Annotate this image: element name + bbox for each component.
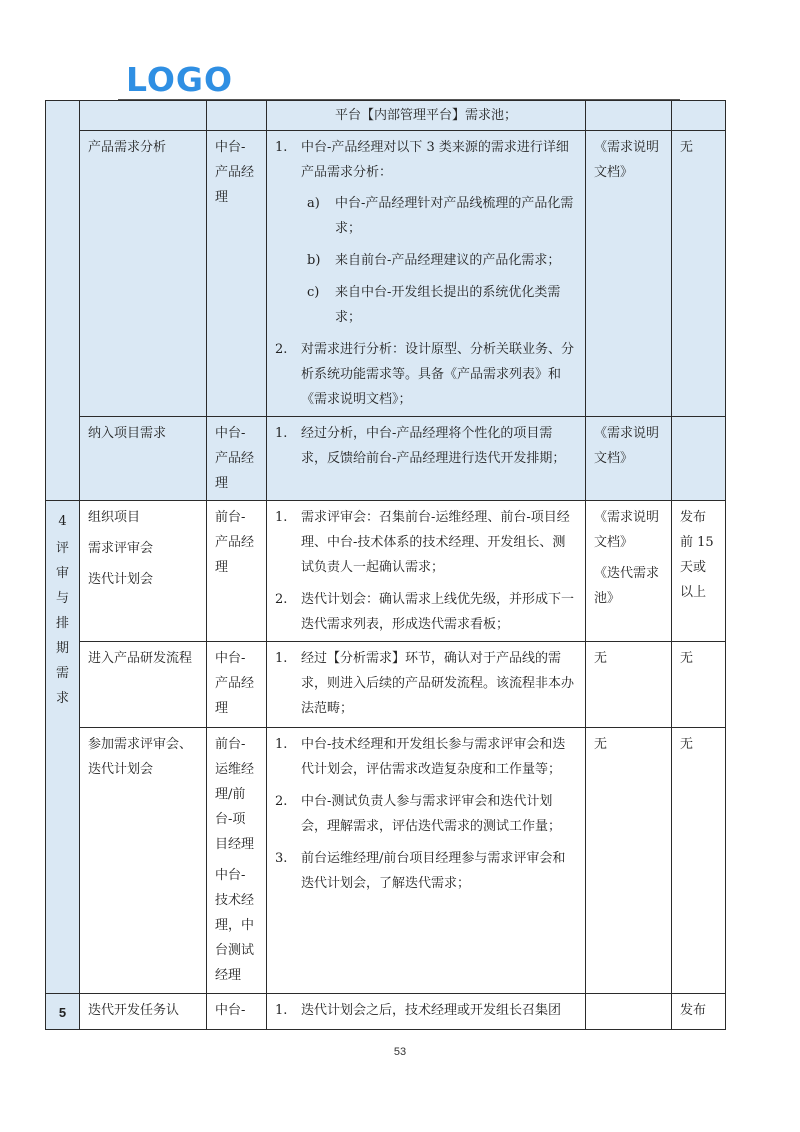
steps-list bbox=[275, 505, 577, 637]
output-text: 无 bbox=[594, 651, 608, 666]
stage-title bbox=[56, 536, 70, 711]
role-cell bbox=[207, 501, 267, 642]
step-text: 中台-测试负责人参与需求评审会和迭代计划会，理解需求，评估迭代需求的测试工作量； bbox=[301, 794, 562, 834]
role-text: 运维经 bbox=[215, 762, 255, 777]
activity-text: 产品需求分析 bbox=[88, 140, 167, 155]
role-text: 中台- bbox=[215, 1003, 246, 1018]
role-text: 理，中 bbox=[215, 918, 255, 933]
table-row bbox=[46, 994, 726, 1030]
role-cell bbox=[207, 728, 267, 994]
activity-text: 纳入项目需求 bbox=[88, 426, 167, 441]
table-row bbox=[46, 101, 726, 131]
sub-text: 来自前台-产品经理建议的产品化需求； bbox=[335, 253, 561, 268]
step-text: 中台-技术经理和开发组长参与需求评审会和迭代计划会，评估需求改造复杂度和工作量等； bbox=[301, 737, 566, 777]
stage-number: 4 bbox=[58, 514, 67, 529]
content-cell bbox=[267, 501, 586, 642]
content-cell bbox=[267, 417, 586, 501]
stage-char: 求 bbox=[55, 691, 69, 706]
time-text: 无 bbox=[680, 651, 694, 666]
list-marker: a) bbox=[307, 196, 320, 211]
activity-cell bbox=[80, 131, 207, 417]
logo: LOGO bbox=[126, 60, 234, 99]
list-item bbox=[301, 135, 577, 330]
activity-text: 参加需求评审会、迭代计划会 bbox=[88, 737, 193, 777]
step-text: 经过分析，中台-产品经理将个性化的项目需求，反馈给前台-产品经理进行迭代开发排期； bbox=[301, 426, 566, 466]
output-cell bbox=[586, 131, 672, 417]
role-text: 产品经 bbox=[215, 451, 255, 466]
role-text: 目经理 bbox=[215, 837, 255, 852]
role-cell bbox=[207, 131, 267, 417]
role-text: 台-项 bbox=[215, 812, 246, 827]
activity-cell bbox=[80, 501, 207, 642]
role-text: 前台- bbox=[215, 510, 246, 525]
table-row bbox=[46, 642, 726, 728]
sub-text: 来自中台-开发组长提出的系统优化类需求； bbox=[335, 285, 561, 325]
time-text: 发布 bbox=[680, 1003, 707, 1018]
list-marker: c) bbox=[307, 285, 320, 300]
output-cell bbox=[586, 728, 672, 994]
table-row bbox=[46, 501, 726, 642]
stage-char: 排 bbox=[55, 616, 69, 631]
list-item bbox=[301, 337, 577, 412]
output-cell bbox=[586, 501, 672, 642]
list-item bbox=[301, 846, 577, 896]
output-text: 《需求说明文档》 bbox=[594, 426, 660, 466]
step-text: 经过【分析需求】环节，确认对于产品线的需求，则进入后续的产品研发流程。该流程非本办法范畴； bbox=[301, 651, 575, 716]
role-text: 理 bbox=[215, 476, 229, 491]
stage-cell bbox=[46, 994, 80, 1030]
role-cell bbox=[207, 101, 267, 131]
steps-list bbox=[275, 646, 577, 721]
list-item bbox=[307, 280, 577, 330]
output-text: 无 bbox=[594, 737, 608, 752]
role-text: 理 bbox=[215, 701, 229, 716]
content-cell bbox=[267, 642, 586, 728]
stage-char: 评 bbox=[55, 541, 69, 556]
table-row bbox=[46, 728, 726, 994]
content-text: 平台【内部管理平台】需求池； bbox=[334, 108, 517, 123]
output-cell bbox=[586, 642, 672, 728]
activity-cell bbox=[80, 994, 207, 1030]
role-cell bbox=[207, 994, 267, 1030]
list-item bbox=[301, 421, 577, 471]
role-text: 中台- bbox=[215, 426, 246, 441]
role-text: 中台- bbox=[215, 868, 246, 883]
output-cell bbox=[586, 101, 672, 131]
output-cell bbox=[586, 994, 672, 1030]
content-cell bbox=[267, 101, 586, 131]
activity-text: 需求评审会 bbox=[88, 541, 154, 556]
steps-list bbox=[275, 135, 577, 412]
stage-char: 期 bbox=[55, 641, 69, 656]
step-text: 迭代计划会：确认需求上线优先级，并形成下一迭代需求列表，形成迭代需求看板； bbox=[301, 592, 575, 632]
role-text: 产品经 bbox=[215, 676, 255, 691]
time-text: 天或 bbox=[680, 560, 707, 575]
time-text: 无 bbox=[680, 737, 694, 752]
table-row bbox=[46, 131, 726, 417]
role-text: 中台- bbox=[215, 651, 246, 666]
steps-list bbox=[275, 998, 577, 1023]
output-text: 《需求说明文档》 bbox=[594, 140, 660, 180]
time-cell bbox=[672, 101, 726, 131]
list-item bbox=[301, 505, 577, 580]
role-cell bbox=[207, 642, 267, 728]
role-text: 理 bbox=[215, 560, 229, 575]
sub-text: 中台-产品经理针对产品线梳理的产品化需求； bbox=[335, 196, 574, 236]
time-text: 发布 bbox=[680, 510, 707, 525]
role-text: 经理 bbox=[215, 968, 242, 983]
stage-cell bbox=[46, 501, 80, 994]
list-item bbox=[301, 646, 577, 721]
list-item bbox=[301, 587, 577, 637]
activity-cell bbox=[80, 101, 207, 131]
time-cell bbox=[672, 642, 726, 728]
stage-number: 5 bbox=[58, 1005, 67, 1020]
list-item bbox=[301, 789, 577, 839]
time-cell bbox=[672, 417, 726, 501]
role-text: 理 bbox=[215, 190, 229, 205]
step-text: 中台-产品经理对以下 3 类来源的需求进行详细产品需求分析： bbox=[301, 140, 569, 180]
step-text: 迭代计划会之后，技术经理或开发组长召集团 bbox=[301, 1003, 562, 1018]
output-text: 《迭代需求池》 bbox=[594, 566, 660, 606]
activity-text: 迭代开发任务认 bbox=[88, 1003, 180, 1018]
list-item bbox=[301, 998, 577, 1023]
time-cell bbox=[672, 994, 726, 1030]
step-text: 需求评审会：召集前台-运维经理、前台-项目经理、中台-技术体系的技术经理、开发组长、测试负责人一起确认需求； bbox=[301, 510, 570, 575]
role-text: 中台- bbox=[215, 140, 246, 155]
role-text: 技术经 bbox=[215, 893, 255, 908]
activity-text: 进入产品研发流程 bbox=[88, 651, 193, 666]
time-text: 无 bbox=[680, 140, 694, 155]
role-text: 产品经 bbox=[215, 165, 255, 180]
content-cell bbox=[267, 728, 586, 994]
table-row bbox=[46, 417, 726, 501]
step-text: 对需求进行分析：设计原型、分析关联业务、分析系统功能需求等。具备《产品需求列表》和《需求说明文档》； bbox=[301, 342, 575, 407]
role-text: 前台- bbox=[215, 737, 246, 752]
time-text: 前 15 bbox=[680, 535, 714, 550]
stage-char: 审 bbox=[55, 566, 69, 581]
activity-text: 迭代计划会 bbox=[88, 572, 154, 587]
role-text: 理/前 bbox=[215, 787, 246, 802]
stage-cell bbox=[46, 101, 80, 501]
activity-cell bbox=[80, 728, 207, 994]
time-cell bbox=[672, 131, 726, 417]
output-cell bbox=[586, 417, 672, 501]
process-table bbox=[45, 100, 726, 1030]
activity-cell bbox=[80, 417, 207, 501]
role-text: 台测试 bbox=[215, 943, 255, 958]
output-text: 《需求说明文档》 bbox=[594, 510, 660, 550]
step-text: 前台运维经理/前台项目经理参与需求评审会和迭代计划会，了解迭代需求； bbox=[301, 851, 566, 891]
list-item bbox=[307, 191, 577, 241]
role-text: 产品经 bbox=[215, 535, 255, 550]
content-cell bbox=[267, 994, 586, 1030]
time-cell bbox=[672, 728, 726, 994]
list-item bbox=[301, 732, 577, 782]
sub-list bbox=[301, 191, 577, 330]
activity-text: 组织项目 bbox=[88, 510, 141, 525]
time-text: 以上 bbox=[680, 585, 707, 600]
page-number: 53 bbox=[393, 1046, 407, 1058]
time-cell bbox=[672, 501, 726, 642]
stage-char: 与 bbox=[55, 591, 69, 606]
steps-list bbox=[275, 421, 577, 471]
content-cell bbox=[267, 131, 586, 417]
list-item bbox=[307, 248, 577, 273]
activity-cell bbox=[80, 642, 207, 728]
list-marker: b) bbox=[307, 253, 321, 268]
stage-char: 需 bbox=[55, 666, 69, 681]
role-cell bbox=[207, 417, 267, 501]
steps-list bbox=[275, 732, 577, 896]
